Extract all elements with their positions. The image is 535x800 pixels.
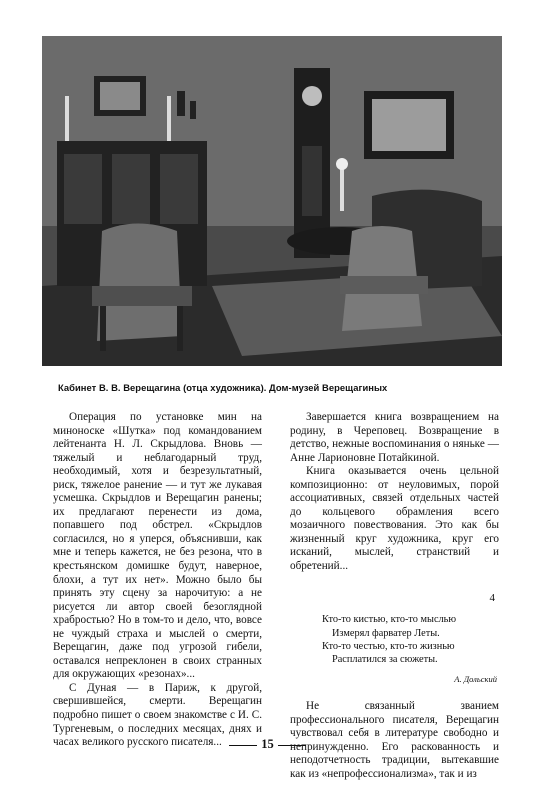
right-text-column [290, 411, 499, 782]
epigraph [322, 613, 499, 667]
paragraph: Книга оказывается очень цельной композиционно: от неуловимых, порой ассоциативных, связей отдельных частей до кольцевого обрамления всего мозаичного повествования. Это как бы жизненный круг художника, круг его исканий, мыслей, странствий и обретений... [290, 465, 499, 573]
paragraph: Операция по установке мин на миноноске «Шутка» под командованием лейтенанта Н. Л. Скрыдлова. Вновь — тяжелый и неблагодарный труд, необходимый, хотя и безрезультатный, риск, тяжелое ранение — и тут же лукавая усмешка. Скрыдлов и Верещагин ранены; их предлагают перенести из дома, попавшего под обстрел. «Скрыдлов согласился, но я уперся, объяснивши, как мне и теперь кажется, не без резона, что в крестьянском домишке будут, наверное, блохи, а тут их нет». Можно было бы принять эту сцену за нарочитую: а не рисуется ли автор своей безоглядной храбростью? Но в том-то и дело, что, вовсе не чуждый страха и мыслей о смерти, Верещагин, даже под угрозой гибели, оставался непреклонен в своих странных для окружающих «резонах»... [53, 411, 262, 681]
photograph-study-interior [42, 36, 502, 366]
epigraph-author: А. Дольский [454, 673, 497, 684]
epigraph-line: Кто-то честью, кто-то жизнью [322, 640, 455, 652]
epigraph-line: Измерял фарватер Леты. [332, 627, 440, 639]
page-number: 15 [261, 737, 274, 751]
epigraph-line: Кто-то кистью, кто-то мыслью [322, 614, 457, 626]
epigraph-line: Расплатился за сюжеты. [332, 654, 438, 666]
page-number-footer [0, 737, 535, 752]
dash-right [278, 745, 306, 746]
figure-caption: Кабинет В. В. Верещагина (отца художника). Дом-музей Верещагиных [58, 382, 388, 393]
left-text-column [53, 411, 262, 750]
dash-left [229, 745, 257, 746]
paragraph: Завершается книга возвращением на родину, в Череповец. Возвращение в детство, нежные воспоминания о няньке — Анне Ларионовне Потайкиной. [290, 411, 499, 464]
paragraph: Не связанный званием профессионального писателя, Верещагин чувствовал себя в литературе свободно и непринужденно. Его раскованность и неподотчетность традиции, вытекавшие как из «непрофессионализма», так и из [290, 700, 499, 781]
paragraph: С Дуная — в Париж, к другой, свершившейся, смерти. Верещагин подробно пишет о своем знакомстве с И. С. Тургеневым, о последних месяцах, днях и часах великого русского писателя... [53, 681, 262, 749]
study-room-illustration [42, 36, 502, 366]
section-number: 4 [489, 591, 495, 604]
